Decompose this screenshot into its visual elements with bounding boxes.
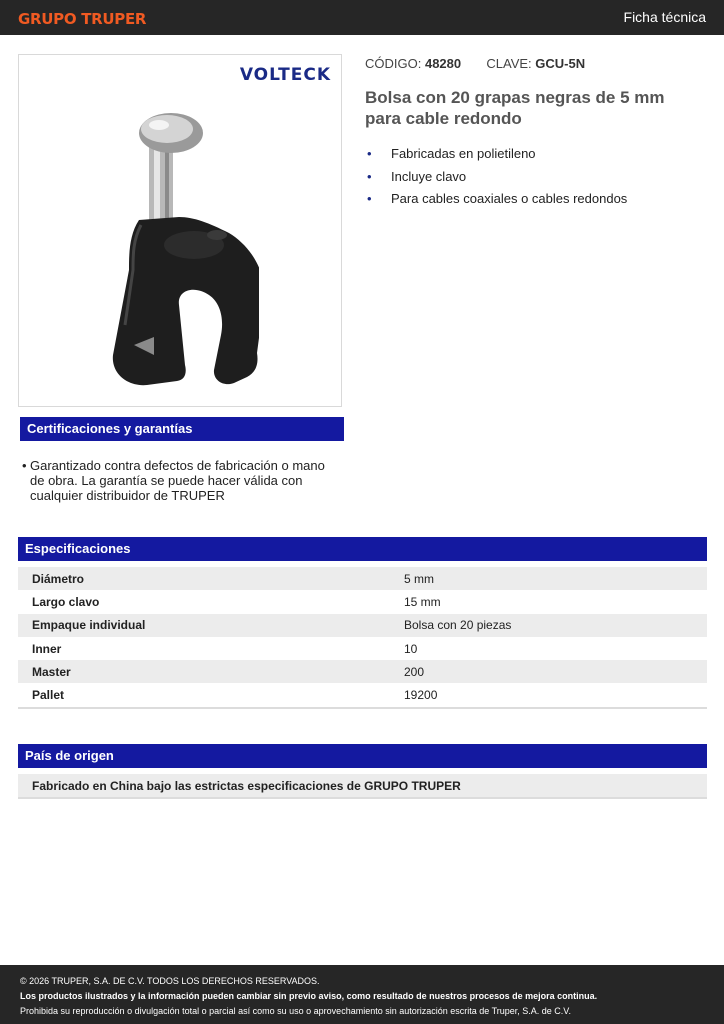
product-codes [365,56,585,71]
table-row: Pallet 19200 [18,683,707,707]
bullet-icon: • [367,168,372,184]
code-value: 48280 [424,56,462,71]
product-title: Bolsa con 20 grapas negras de 5 mm para cable redondo [365,88,665,128]
product-photo-frame [18,54,342,407]
origin-text: Fabricado en China bajo las estrictas especificaciones de GRUPO TRUPER [18,774,707,799]
table-row: Master 200 [18,660,707,683]
bullet-icon: • [22,458,27,473]
footer [0,965,724,1024]
product-image [99,105,259,390]
bullet-icon: • [367,146,372,161]
key-label: CLAVE: [486,56,532,71]
feature-list [365,146,627,214]
origin-heading: País de origen [18,744,707,768]
top-bar [0,0,724,35]
table-row: Largo clavo 15 mm [32,594,441,609]
volteck-logo: VOLTECK [239,65,331,85]
key-value: GCU-5N [535,56,586,71]
table-row: Inner 10 [32,641,418,656]
disclaimer-text: Los productos ilustrados y la información pueden cambiar sin previo aviso, como resultado de nuestros procesos de mejora continua. [20,991,598,1001]
specifications-heading: Especificaciones [18,537,707,561]
feature-item: • Para cables coaxiales o cables redondos [367,191,628,206]
feature-item: • Fabricadas en polietileno [367,146,536,161]
legal-notice: Prohibida su reproducción o divulgación total o parcial así como su uso o aprovechamiento sin autorización escrita de Truper, S.A. de C.V. [20,1006,571,1016]
certifications-heading: Certificaciones y garantías [20,417,344,441]
specifications-table [18,567,707,709]
document-type: Ficha técnica [623,9,706,25]
bullet-icon: • [367,191,372,206]
warranty-text: • Garantizado contra defectos de fabricación o mano de obra. La garantía se puede hacer válida con cualquier distribuidor de TRUPER [22,458,325,503]
table-row: Diámetro 5 mm [18,567,707,590]
table-row: Empaque individual Bolsa con 20 piezas [18,614,707,637]
copyright-text: © 2026 TRUPER, S.A. DE C.V. TODOS LOS DERECHOS RESERVADOS. [20,976,320,986]
brand-logo: GRUPO TRUPER [18,10,147,28]
code-label: CÓDIGO: [365,56,422,71]
feature-item: • Incluye clavo [367,168,467,184]
